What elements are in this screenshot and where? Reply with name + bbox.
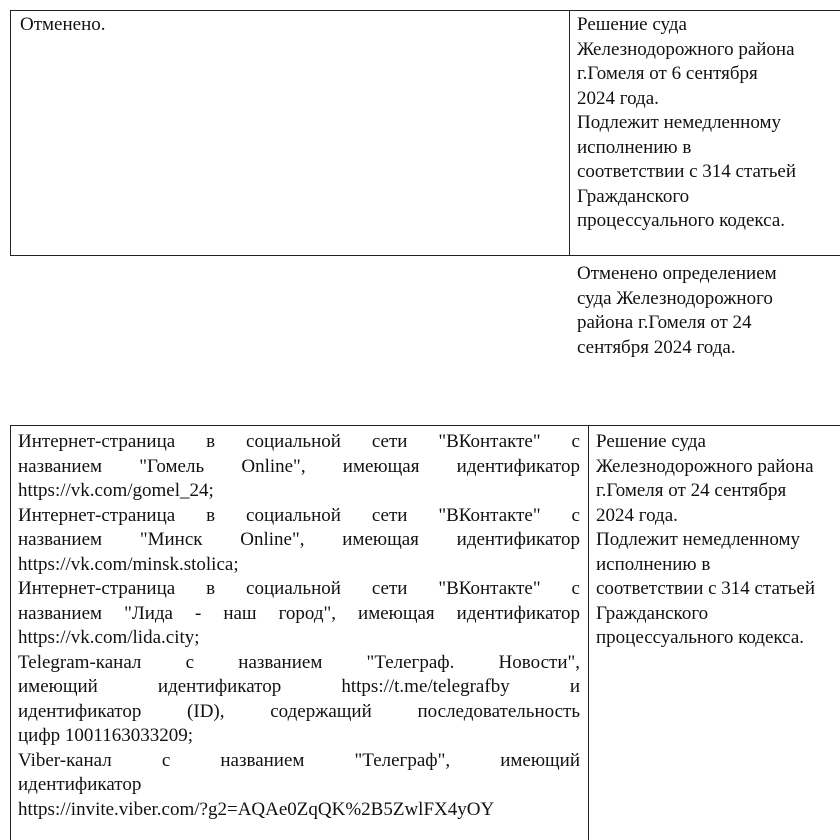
cancellation-note: Отменено определением суда Железнодорожного района г.Гомеля от 24 сентября 2024 года. [577,263,777,358]
text-line: имеющий идентификатор https://t.me/telegrafby и [18,676,580,697]
text-line: цифр 1001163033209; [18,725,193,746]
text-line: https://invite.viber.com/?g2=AQAe0ZqQK%2B5ZwlFX4yOY [18,798,495,820]
table2-left-cell [18,430,580,822]
text-line: названием "Лида - наш город", имеющая идентификатор [18,602,580,624]
table1-divider [569,10,570,255]
text-line: Интернет-страница в социальной сети "ВКонтакте" с [18,431,580,452]
text-line: https://vk.com/lida.city; [18,627,200,648]
table1-top-border [10,10,840,11]
text-line: Интернет-страница в социальной сети "ВКонтакте" с [18,578,580,599]
table1-bottom-border [10,255,840,256]
table1-left-text: Отменено. [20,14,106,35]
text-line: идентификатор [18,774,142,795]
text-line: https://vk.com/minsk.stolica; [18,553,239,575]
text-line: Telegram-канал с названием "Телеграф. Новости", [18,651,580,673]
text-line: названием "Минск Online", имеющая идентификатор [18,529,580,550]
text-line: Интернет-страница в социальной сети "ВКонтакте" с [18,504,580,526]
table2-top-border [10,425,840,426]
text-line: Viber-канал с названием "Телеграф", имеющий [18,749,580,771]
table1-left-cell [20,13,560,38]
table1-right-cell: Решение суда Железнодорожного района г.Гомеля от 6 сентября 2024 года. Подлежит немедленному исполнению в соответствии с 314 статьей Гражданского процессуального кодекса. [577,14,797,231]
table2-right-cell: Решение суда Железнодорожного района г.Гомеля от 24 сентября 2024 года. Подлежит немедленному исполнению в соответствии с 314 статьей Гражданского процессуального кодекса. [596,431,816,648]
table2-divider [588,425,589,840]
text-line: https://vk.com/gomel_24; [18,480,214,501]
text-line: названием "Гомель Online", имеющая идентификатор [18,455,580,477]
text-line: идентификатор (ID), содержащий последовательность [18,700,580,722]
table1-left-border [10,10,11,255]
table2-left-border [10,425,11,840]
